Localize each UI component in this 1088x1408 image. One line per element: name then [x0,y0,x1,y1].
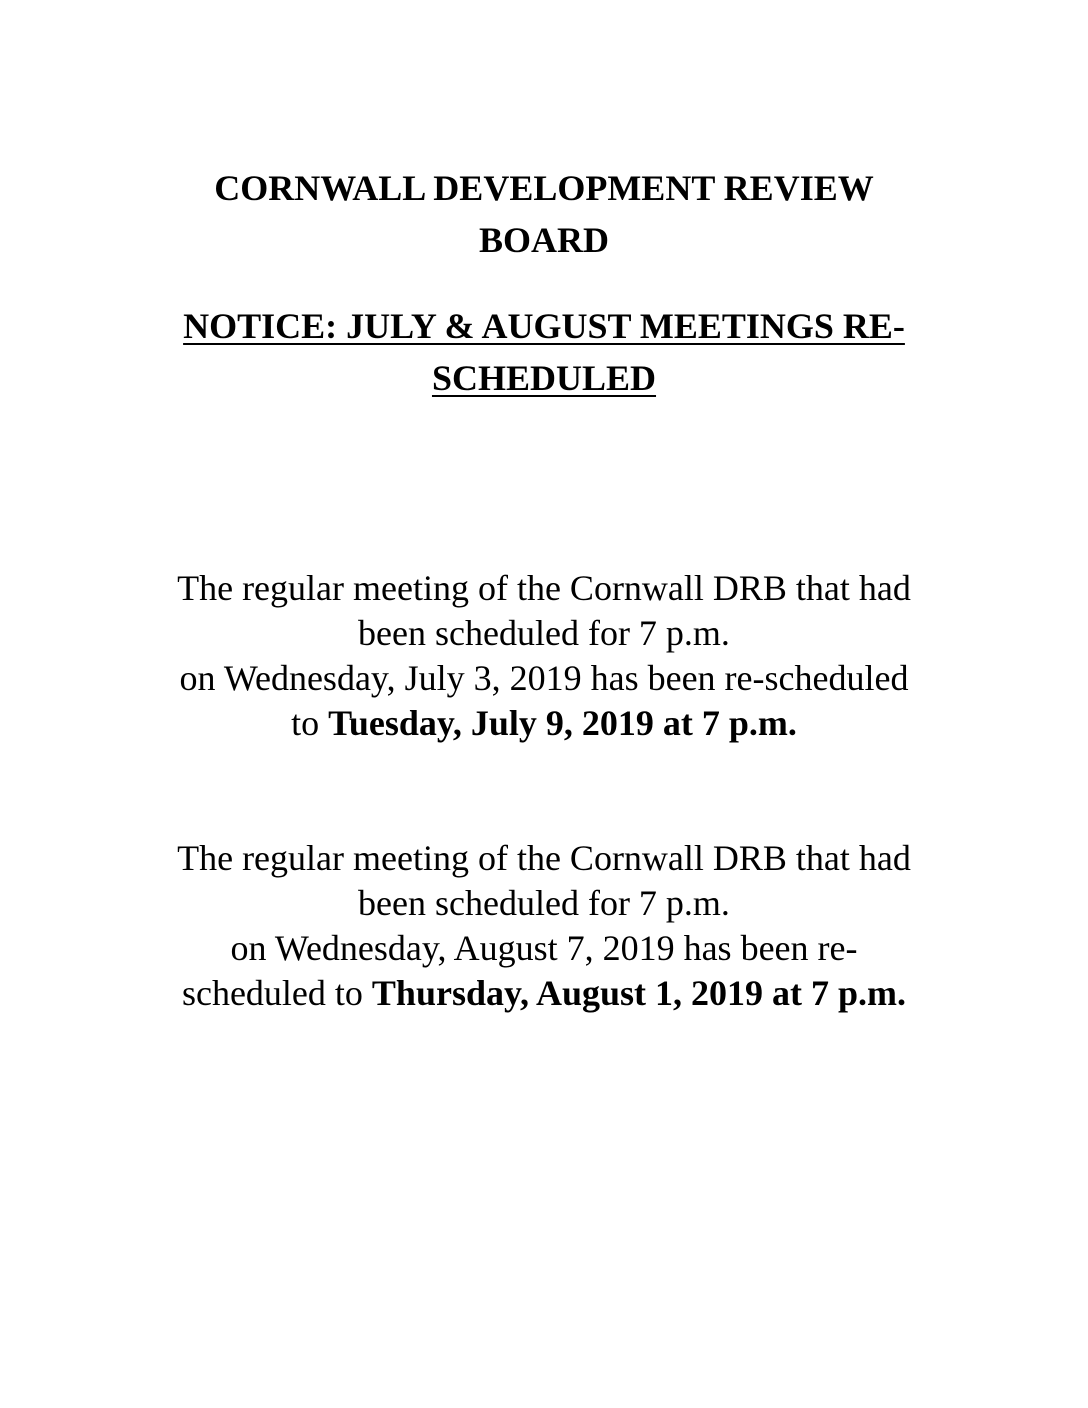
notice-line: on Wednesday, August 7, 2019 has been re- [230,928,858,968]
new-date-bold: Tuesday, July 9, 2019 at 7 p.m. [328,703,797,743]
notice-line-new-date [120,701,968,746]
august-meeting-notice [120,836,968,1016]
notice-heading [140,300,948,404]
board-name-line-2: BOARD [478,220,609,260]
notice-line-new-date [120,971,968,1016]
new-date-prefix: to [291,703,329,743]
notice-line: been scheduled for 7 p.m. [358,883,730,923]
july-meeting-notice [120,566,968,746]
notice-line: on Wednesday, July 3, 2019 has been re-scheduled [179,658,909,698]
new-date-prefix: scheduled to [181,973,372,1013]
notice-heading-line-2: SCHEDULED [431,358,657,398]
notice-heading-line-1: NOTICE: JULY & AUGUST MEETINGS RE- [183,306,905,346]
notice-line: The regular meeting of the Cornwall DRB that had [177,568,911,608]
notice-line: been scheduled for 7 p.m. [358,613,730,653]
board-name-line-1: CORNWALL DEVELOPMENT REVIEW [214,168,874,208]
new-date-bold: Thursday, August 1, 2019 at 7 p.m. [371,973,907,1013]
notice-line: The regular meeting of the Cornwall DRB that had [177,838,911,878]
board-name-heading [140,162,948,266]
